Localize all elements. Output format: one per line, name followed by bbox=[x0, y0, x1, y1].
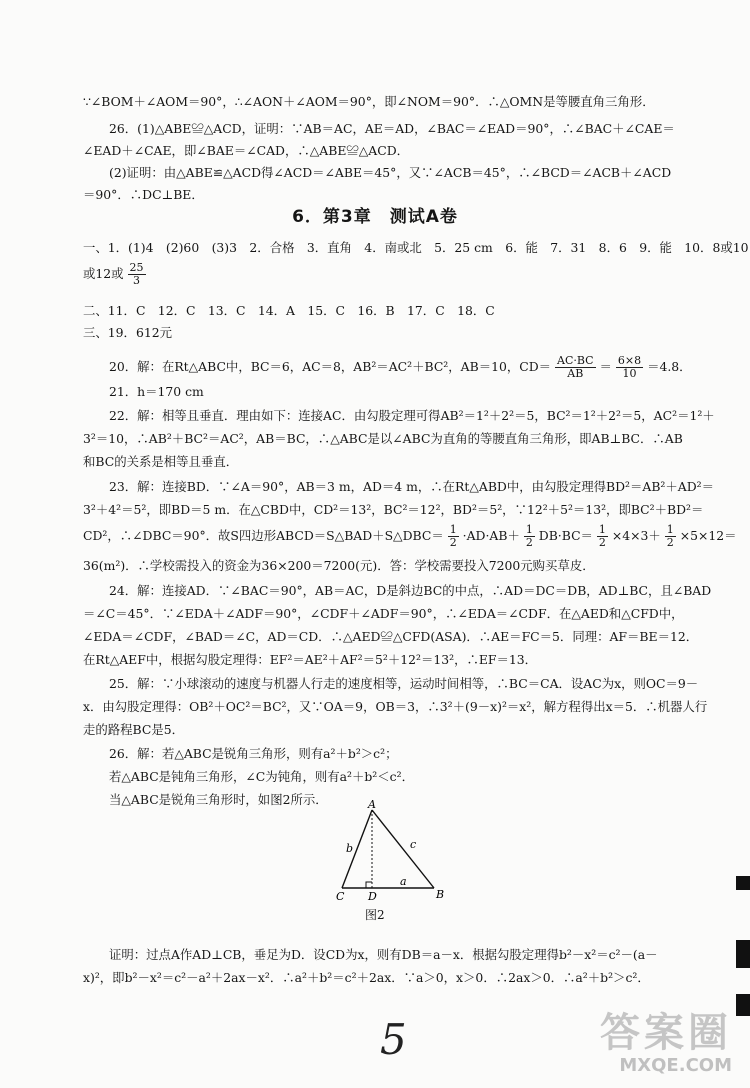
text-fragment: ＝4.8． bbox=[647, 359, 692, 374]
fraction-denominator: 10 bbox=[622, 367, 637, 380]
fraction bbox=[524, 524, 535, 549]
text-line: 一、1．(1)4 (2)60 (3)3 2．合格 3．直角 4．南或北 5．25 cm 6．能 7．31 8．6 9．能 10．8或10 bbox=[83, 240, 749, 255]
text-line: 三、19．612元 bbox=[83, 325, 172, 340]
label-c-side: c bbox=[410, 838, 417, 851]
fraction-numerator: 6×8 bbox=[617, 354, 642, 367]
watermark-url: MXQE.COM bbox=[619, 1055, 732, 1076]
page-number: 5 bbox=[380, 1015, 407, 1064]
triangle-figure bbox=[330, 800, 450, 907]
text-fragment: CD²，∴∠DBC＝90°．故S四边形ABCD＝S△BAD＋S△DBC＝ bbox=[83, 528, 444, 543]
label-c-vertex: C bbox=[336, 890, 345, 903]
label-a-vertex: A bbox=[368, 800, 376, 811]
text-line-fraction bbox=[83, 262, 146, 287]
text-line: 22．解：相等且垂直．理由如下：连接AC．由勾股定理可得AB²＝1²＋2²＝5，BC²＝1²＋2²＝5，AC²＝1²＋ bbox=[109, 408, 715, 423]
text-line: 若△ABC是钝角三角形，∠C为钝角，则有a²＋b²＜c²． bbox=[109, 769, 414, 784]
fraction bbox=[555, 355, 596, 380]
text-line: 二、11．C 12．C 13．C 14．A 15．C 16．B 17．C 18．C bbox=[83, 303, 495, 318]
fraction-numerator: 1 bbox=[598, 523, 606, 536]
edge-mark bbox=[736, 876, 750, 890]
text-fragment: 或12或 bbox=[83, 266, 124, 281]
text-fragment: ·AD·AB＋ bbox=[462, 528, 520, 543]
text-fragment: ×5×12＝ bbox=[679, 528, 737, 543]
text-line: 26．解：若△ABC是锐角三角形，则有a²＋b²＞c²； bbox=[109, 746, 398, 761]
label-b-vertex: B bbox=[436, 888, 445, 901]
right-angle-mark bbox=[366, 882, 372, 888]
text-line: ＝∠C＝45°．∵∠EDA＋∠ADF＝90°，∠CDF＋∠ADF＝90°，∴∠EDA＝∠CDF．在△AED和△CFD中， bbox=[83, 606, 684, 621]
text-line: 3²＝10，∴AB²＋BC²＝AC²，AB＝BC，∴△ABC是以∠ABC为直角的等腰直角三角形，即AB⊥BC．∴AB bbox=[83, 431, 683, 446]
text-line: 21．h＝170 cm bbox=[109, 384, 204, 399]
text-line: ∵∠BOM＋∠AOM＝90°，∴∠AON＋∠AOM＝90°，即∠NOM＝90°．∴△OMN是等腰直角三角形． bbox=[83, 94, 655, 109]
edge-mark bbox=[736, 994, 750, 1016]
fraction-denominator: 2 bbox=[598, 536, 606, 549]
fraction-denominator: 2 bbox=[449, 536, 457, 549]
figure-caption: 图2 bbox=[365, 908, 385, 922]
edge-mark bbox=[736, 940, 750, 968]
text-line: ＝90°．∴DC⊥BE． bbox=[83, 187, 204, 202]
text-fragment: ＝ bbox=[599, 359, 612, 374]
fraction-numerator: 1 bbox=[525, 523, 533, 536]
text-fragment: 20．解：在Rt△ABC中，BC＝6，AC＝8，AB²＝AC²＋BC²，AB＝10，CD＝ bbox=[109, 359, 552, 374]
text-line: 36(m²)．∴学校需投入的资金为36×200＝7200(元)．答：学校需要投入7200元购买草皮． bbox=[83, 558, 595, 573]
text-line: 3²＋4²＝5²，即BD＝5 m．在△CBD中，CD²＝13²，BC²＝12²，BD²＝5²，∵12²＋5²＝13²，即BC²＋BD²＝ bbox=[83, 502, 704, 517]
fraction-denominator: 2 bbox=[525, 536, 533, 549]
text-line: 和BC的关系是相等且垂直． bbox=[83, 454, 239, 469]
fraction-denominator: 2 bbox=[666, 536, 674, 549]
fraction bbox=[616, 355, 643, 380]
text-line: 25．解：∵小球滚动的速度与机器人行走的速度相等，运动时间相等，∴BC＝CA．设AC为x，则OC＝9－ bbox=[109, 676, 699, 691]
text-fragment: ×4×3＋ bbox=[611, 528, 661, 543]
text-line: x)²，即b²－x²＝c²－a²＋2ax－x²．∴a²＋b²＝c²＋2ax．∵a＞0，x＞0．∴2ax＞0．∴a²＋b²＞c²． bbox=[83, 970, 650, 985]
fraction bbox=[665, 524, 676, 549]
text-line: 走的路程BC是5． bbox=[83, 722, 185, 737]
fraction-numerator: 1 bbox=[449, 523, 457, 536]
text-fragment: DB·BC＝ bbox=[538, 528, 593, 543]
fraction-denominator: AB bbox=[567, 367, 584, 380]
text-line-fraction bbox=[109, 355, 692, 380]
fraction-numerator: 25 bbox=[129, 261, 144, 274]
text-line: 证明：过点A作AD⊥CB，垂足为D．设CD为x，则有DB＝a－x．根据勾股定理得b²－x²＝c²－(a－ bbox=[109, 947, 658, 962]
watermark bbox=[600, 1011, 732, 1076]
text-line: 当△ABC是锐角三角形时，如图2所示． bbox=[109, 792, 328, 807]
fraction bbox=[597, 524, 608, 549]
triangle-diagram bbox=[330, 800, 450, 904]
label-d-point: D bbox=[368, 890, 377, 903]
text-line: 23．解：连接BD．∵∠A＝90°，AB＝3 m，AD＝4 m，∴在Rt△ABD中，由勾股定理得BD²＝AB²＋AD²＝ bbox=[109, 479, 715, 494]
text-line: ∠EAD＋∠CAE，即∠BAE＝∠CAD，∴△ABE≌△ACD． bbox=[83, 143, 410, 158]
watermark-logo: 答案圈 bbox=[600, 1010, 732, 1056]
fraction bbox=[128, 262, 146, 287]
fraction-numerator: 1 bbox=[666, 523, 674, 536]
text-line: 24．解：连接AD．∵∠BAC＝90°，AB＝AC，D是斜边BC的中点，∴AD＝DC＝DB，AD⊥BC，且∠BAD bbox=[109, 583, 712, 598]
label-a-side: a bbox=[400, 875, 407, 888]
text-line: (2)证明：由△ABE≌△ACD得∠ACD＝∠ABE＝45°，又∵∠ACB＝45°，∴∠BCD＝∠ACB＋∠ACD bbox=[109, 165, 672, 180]
text-line-fraction bbox=[83, 524, 737, 549]
fraction bbox=[448, 524, 459, 549]
section-title: 6．第3章 测试A卷 bbox=[292, 207, 458, 227]
fraction-denominator: 3 bbox=[133, 274, 141, 287]
text-line: ∠EDA＝∠CDF，∠BAD＝∠C，AD＝CD．∴△AED≌△CFD(ASA)．∴AE＝FC＝5．同理：AF＝BE＝12． bbox=[83, 629, 699, 644]
text-line: x．由勾股定理得：OB²＋OC²＝BC²，又∵OA＝9，OB＝3，∴3²＋(9－x)²＝x²，解方程得出x＝5．∴机器人行 bbox=[83, 699, 708, 714]
fraction-numerator: AC·BC bbox=[557, 354, 594, 367]
text-line: 26．(1)△ABE≌△ACD，证明：∵AB＝AC，AE＝AD，∠BAC＝∠EAD＝90°，∴∠BAC＋∠CAE＝ bbox=[109, 121, 675, 136]
text-line: 在Rt△AEF中，根据勾股定理得：EF²＝AE²＋AF²＝5²＋12²＝13²，∴EF＝13． bbox=[83, 652, 538, 667]
label-b-side: b bbox=[346, 842, 354, 855]
